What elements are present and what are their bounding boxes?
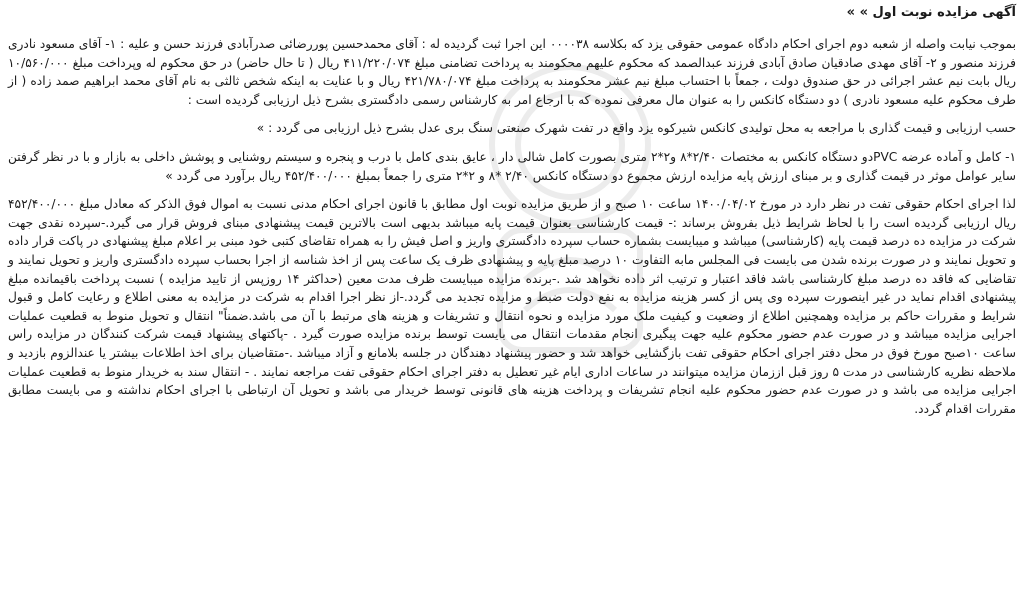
notice-paragraph-item: ۱- کامل و آماده عرضه PVCدو دستگاه کانکس به مختصات ۲/۴۰*۸ و۲*۲ متری بصورت کامل شالی دار ، عایق بندی کامل با درب و پنجره و سیستم روشنایی و پوشش داخلی به بازار و با در نظر گرفتن سایر عوامل موثر در قیمت گذاری و بر مبنای ارزش پایه مزایده ارزش مجموع دو دستگاه کانکس ۲/۴۰ *۸ و ۲*۲ متری را جمعاً بمبلغ ۴۵۲/۴۰۰/۰۰۰ ریال برآورد می گردد » — [8, 149, 1017, 183]
notice-title: آگهی مزایده نوبت اول » » — [846, 5, 1016, 20]
notice-paragraph-conditions: لذا اجرای احکام حقوقی تفت در نظر دارد در مورخ ۱۴۰۰/۰۴/۰۲ ساعت ۱۰ صبح و از طریق مزایده نوبت اول مطابق با قانون اجرای احکام مدنی نسبت به اموال فوق الذکر که معادل مبلغ ۴۵۲/۴۰۰/۰۰۰ ریال ارزیابی گردیده است را با لحاظ شرایط ذیل بفروش برساند :- قیمت کارشناسی بعنوان قیمت پایه میباشد بدیهی است بالاترین قیمت پیشنهادی مبنای فروش قرار می گیرد.-سپرده نقدی جهت شرکت در مزایده ده درصد قیمت پایه (کارشناسی) میباشد و میبایست بشماره حساب سپرده دادگستری واریز و اصل فیش را به همراه تقاضای کتبی خود مبنی بر اعلام مبلغ پیشنهادی در پاکت قرار داده و تحویل نمایند و در صورت برنده شدن می بایست فی المجلس مابه التفاوت ۱۰ درصد مبلغ پایه و پیشنهادی ظرف یک ساعت پس از اخذ شناسه از اجرا بحساب سپرده دادگستری واریز و تحویل نمایند و تقاضایی که فاقد ده درصد مبلغ کارشناسی باشد فاقد اعتبار و ترتیب اثر داده نخواهد شد .-برنده مزایده میبایست ظرف مدت معین (حداکثر ۱۴ روزپس از تایید مزایده ) نسبت پرداخت باقیمانده مبلغ پیشنهادی اقدام نماید در غیر اینصورت سپرده وی پس از کسر هزینه مزایده به نفع دولت ضبط و مزایده تجدید می گردد.-از نظر اجرا اقدام به شرکت در مزایده به معنی اطلاع و رعایت کامل و قبول شرایط و مقررات حاکم بر مزایده وهمچنین اطلاع از وضعیت و کیفیت ملک مورد مزایده و نحوه انتقال و تشریفات و هزینه های مرتبط با آن می باشد.ضمناً" انتقال و تحویل منوط به قطعیت عملیات اجرایی مزایده میباشد و در صورت عدم حضور محکوم علیه جهت پیگیری انجام مقدمات انتقال می بایست توسط برنده مزایده صورت گیرد . -پاکتهای پیشنهاد قیمت شرکت کنندگان در مزایده راس ساعت ۱۰صبح مورخ فوق در محل دفتر اجرای احکام حقوقی تفت بازگشایی خواهد شد و حضور پیشنهاد دهندگان در جلسه بلامانع و آزاد میباشد .-متقاضیان برای اخذ اطلاعات بیشتر یا عندالزوم بازدید و ملاحظه نظریه کارشناسی در مدت ۵ روز قبل اززمان مزایده میتوانند در ساعات اداری ایام غیر تعطیل به دفتر اجرای احکام حقوقی تفت مراجعه نمایند . - انتقال سند به خریدار منوط به قطعیت عملیات اجرایی مزایده می باشد و در صورت عدم حضور محکوم علیه انجام تشریفات و پرداخت هزینه های قانونی توسط خریدار می باشد و تحویل آن ارتباطی با اجرای احکام نداشته و می بایست مطابق مقررات اقدام گردد. — [8, 197, 1016, 416]
notice-paragraph-intro: بموجب نیابت واصله از شعبه دوم اجرای احکام دادگاه عمومی حقوقی یزد که بکلاسه ۰۰۰۰۳۸ این اجرا ثبت گردیده له : آقای محمدحسین پوررضائی صدرآبادی فرزند حسن و علیه : ۱- آقای مسعود نادری فرزند منصور و ۲- آقای مهدی صادقیان صادق آبادی فرزند عبدالصمد که محکوم علیهم محکومند به پرداخت تضامنی مبلغ ۴۱۱/۲۲۰/۰۷۴ ریال ( تا حال حاضر) در حق محکوم له وپرداخت مبلغ ۱۰/۵۶۰/۰۰۰ ریال بابت نیم عشر اجرائی در حق صندوق دولت ، جمعاً با احتساب مبلغ نیم عشر محکومند به پرداخت مبلغ ۴۲۱/۷۸۰/۰۷۴ ریال و با عنایت به اینکه شخص ثالثی به نام آقای محمد ابراهیم صمد زاده ( از طرف محکوم علیه مسعود نادری ) دو دستگاه کانکس را به عنوان مال معرفی نموده که با ارجاع امر به کارشناس رسمی دادگستری بشرح ذیل ارزیابی گردیده است : — [8, 37, 1017, 107]
notice-content — [8, 4, 1016, 418]
notice-paragraph-appraisal: حسب ارزیابی و قیمت گذاری با مراجعه به محل تولیدی کانکس شیرکوه یزد واقع در تفت شهرک صنعتی سنگ بری عدل بشرح ذیل ارزیابی می گردد : » — [256, 121, 1016, 136]
